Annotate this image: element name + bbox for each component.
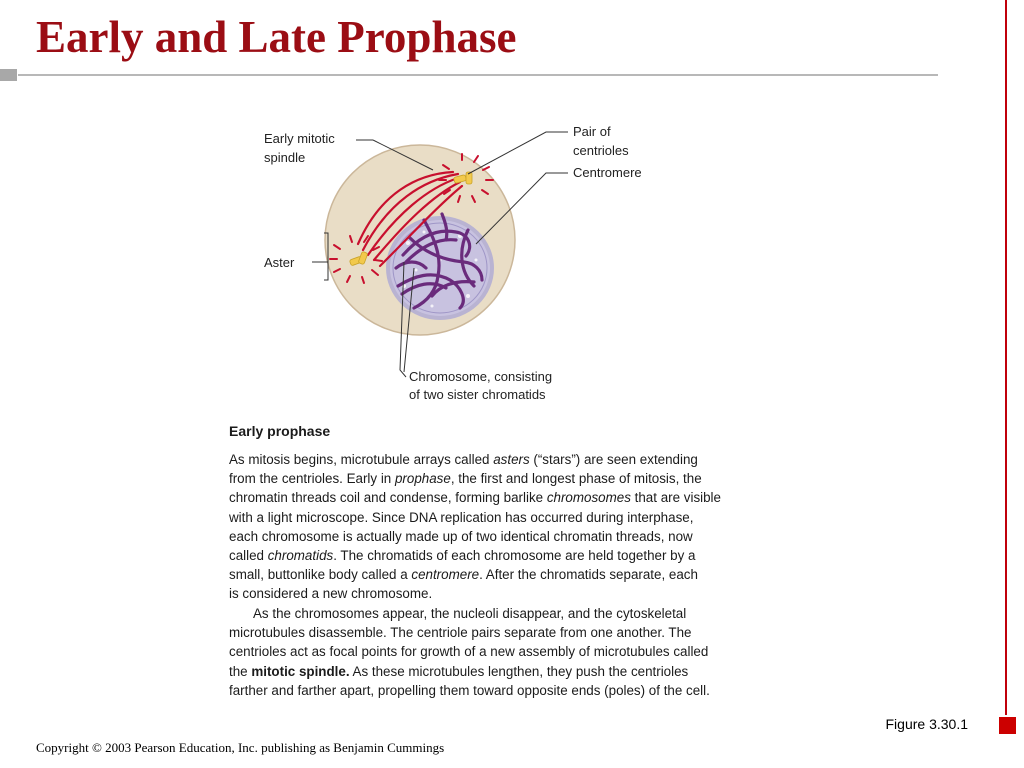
caption-line: chromatin threads coil and condense, forming barlike chromosomes that are visible	[229, 490, 721, 506]
early-prophase-diagram	[228, 110, 708, 410]
figure-label: Figure 3.30.1	[885, 716, 968, 732]
caption-line: centrioles act as focal points for growth of a new assembly of microtubules called	[229, 644, 709, 660]
red-square-decoration	[999, 717, 1016, 734]
caption-line: called chromatids. The chromatids of each chromosome are held together by a	[229, 548, 696, 564]
slide-title: Early and Late Prophase	[36, 12, 517, 62]
caption-line: As the chromosomes appear, the nucleoli disappear, and the cytoskeletal	[253, 606, 687, 621]
caption-line: the mitotic spindle. As these microtubules lengthen, they push the centrioles	[229, 663, 689, 679]
caption-heading: Early prophase	[229, 423, 331, 439]
label-pair-of-centrioles: Pair of centrioles	[573, 124, 629, 158]
caption-line: each chromosome is actually made up of two identical chromatin threads, now	[229, 528, 693, 544]
right-edge-line	[1005, 0, 1007, 715]
label-aster: Aster	[264, 255, 295, 270]
caption-paragraph-1	[229, 450, 809, 604]
label-centromere: Centromere	[573, 165, 642, 180]
corner-square-decoration	[0, 69, 17, 81]
caption-line: with a light microscope. Since DNA replication has occurred during interphase,	[229, 509, 694, 525]
label-chromosome: Chromosome, consisting of two sister chromatids	[409, 369, 553, 402]
copyright-text: Copyright © 2003 Pearson Education, Inc. publishing as Benjamin Cummings	[36, 740, 445, 755]
caption-line: farther and farther apart, propelling them toward opposite ends (poles) of the cell.	[229, 682, 710, 698]
title-underline	[18, 74, 938, 76]
caption-line: from the centrioles. Early in prophase, the first and longest phase of mitosis, the	[229, 471, 702, 487]
caption-line: As mitosis begins, microtubule arrays called asters (“stars”) are seen extending	[229, 452, 698, 467]
caption-line: microtubules disassemble. The centriole pairs separate from one another. The	[229, 625, 692, 641]
caption-line: small, buttonlike body called a centromere. After the chromatids separate, each	[229, 567, 698, 583]
caption-paragraph-2	[229, 604, 809, 700]
label-early-mitotic-spindle: Early mitotic spindle	[264, 131, 335, 165]
caption-line: is considered a new chromosome.	[229, 586, 433, 602]
